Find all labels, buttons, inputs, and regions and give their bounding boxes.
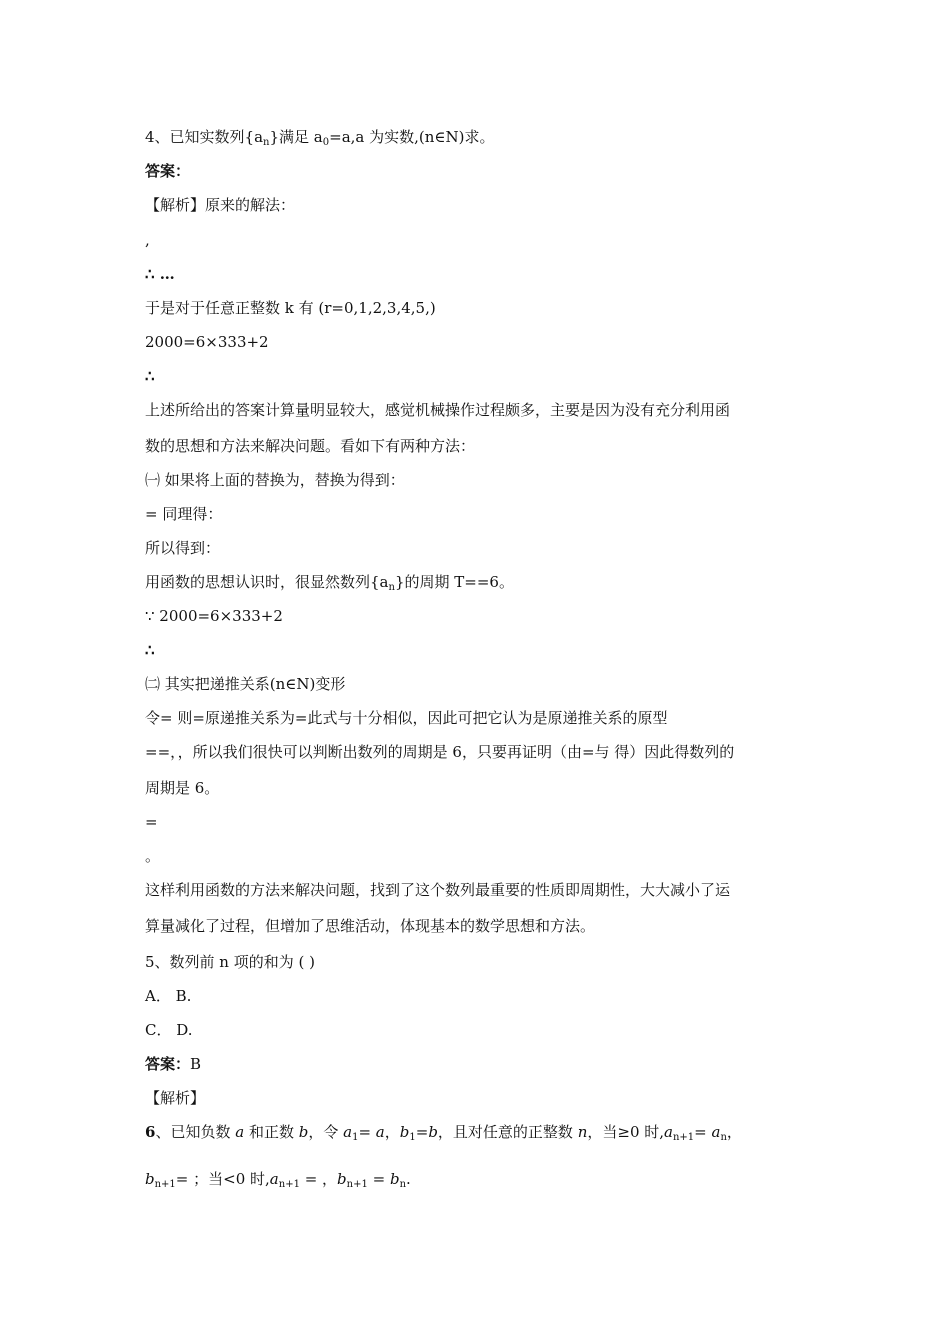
text-line: = 同理得： <box>145 505 223 523</box>
paragraph-line: 上述所给出的答案计算量明显较大，感觉机械操作过程颇多，主要是因为没有充分利用函 <box>145 401 731 419</box>
therefore-line: ∴ … <box>145 265 175 283</box>
answer-label: 答案： <box>145 162 191 180</box>
method-two-line: ㈡ 其实把递推关系(n∈N)变形 <box>145 675 346 693</box>
answer-line: 答案：B <box>145 1055 202 1073</box>
therefore-line: ∴ <box>145 367 155 385</box>
paragraph-line: ==，，所以我们很快可以判断出数列的周期是 6，只要再证明（由=与 得）因此得数列的 <box>145 743 735 761</box>
paragraph-line: 这样利用函数的方法来解决问题，找到了这个数列最重要的性质即周期性，大大减小了运 <box>145 881 731 899</box>
text-line: 令= 则=原递推关系为=此式与十分相似，因此可把它认为是原递推关系的原型 <box>145 709 668 727</box>
problem-4-statement: 4、已知实数列$\{a_n\}$满足 $a_0=a,a$ 为实数,(n∈N)求。 <box>145 128 495 148</box>
text-line: = <box>145 813 158 831</box>
choices-ab: A． B. <box>145 987 192 1005</box>
text-line: 。 <box>145 847 161 865</box>
equation-line: 2000=6×333+2 <box>145 333 269 351</box>
therefore-line: ∴ <box>145 641 155 659</box>
choices-cd: C． D. <box>145 1021 193 1039</box>
problem-6-statement: 6、已知负数 a 和正数 b，令 $a_1= a$，$b_1=b$，且对任意的正整数 n，当≥0 时$,a_{n+1}= a_n$， <box>145 1123 742 1143</box>
paragraph-line: 算量减化了过程，但增加了思维活动，体现基本的数学思想和方法。 <box>145 917 596 935</box>
text-line: , <box>145 231 150 249</box>
analysis-heading: 【解析】 <box>145 1089 206 1107</box>
paragraph-line: 周期是 6。 <box>145 779 220 797</box>
method-one-line: ㈠ 如果将上面的替换为，替换为得到： <box>145 471 405 489</box>
period-line: 用函数的思想认识时，很显然数列$\{a_n\}$的周期 T==6。 <box>145 573 514 593</box>
text-line: 所以得到： <box>145 539 221 557</box>
problem-6-continued: $b_{n+1}=$ ；当<0 时$,a_{n+1}$ = ，$b_{n+1} = b_n$. <box>145 1170 411 1190</box>
problem-5-statement: 5、数列前 n 项的和为 ( ) <box>145 953 315 971</box>
analysis-heading: 【解析】原来的解法： <box>145 196 296 214</box>
text-line: 于是对于任意正整数 k 有 (r=0,1,2,3,4,5,) <box>145 299 436 317</box>
because-line: ∵ 2000=6×333+2 <box>145 607 283 625</box>
paragraph-line: 数的思想和方法来解决问题。看如下有两种方法： <box>145 437 476 455</box>
